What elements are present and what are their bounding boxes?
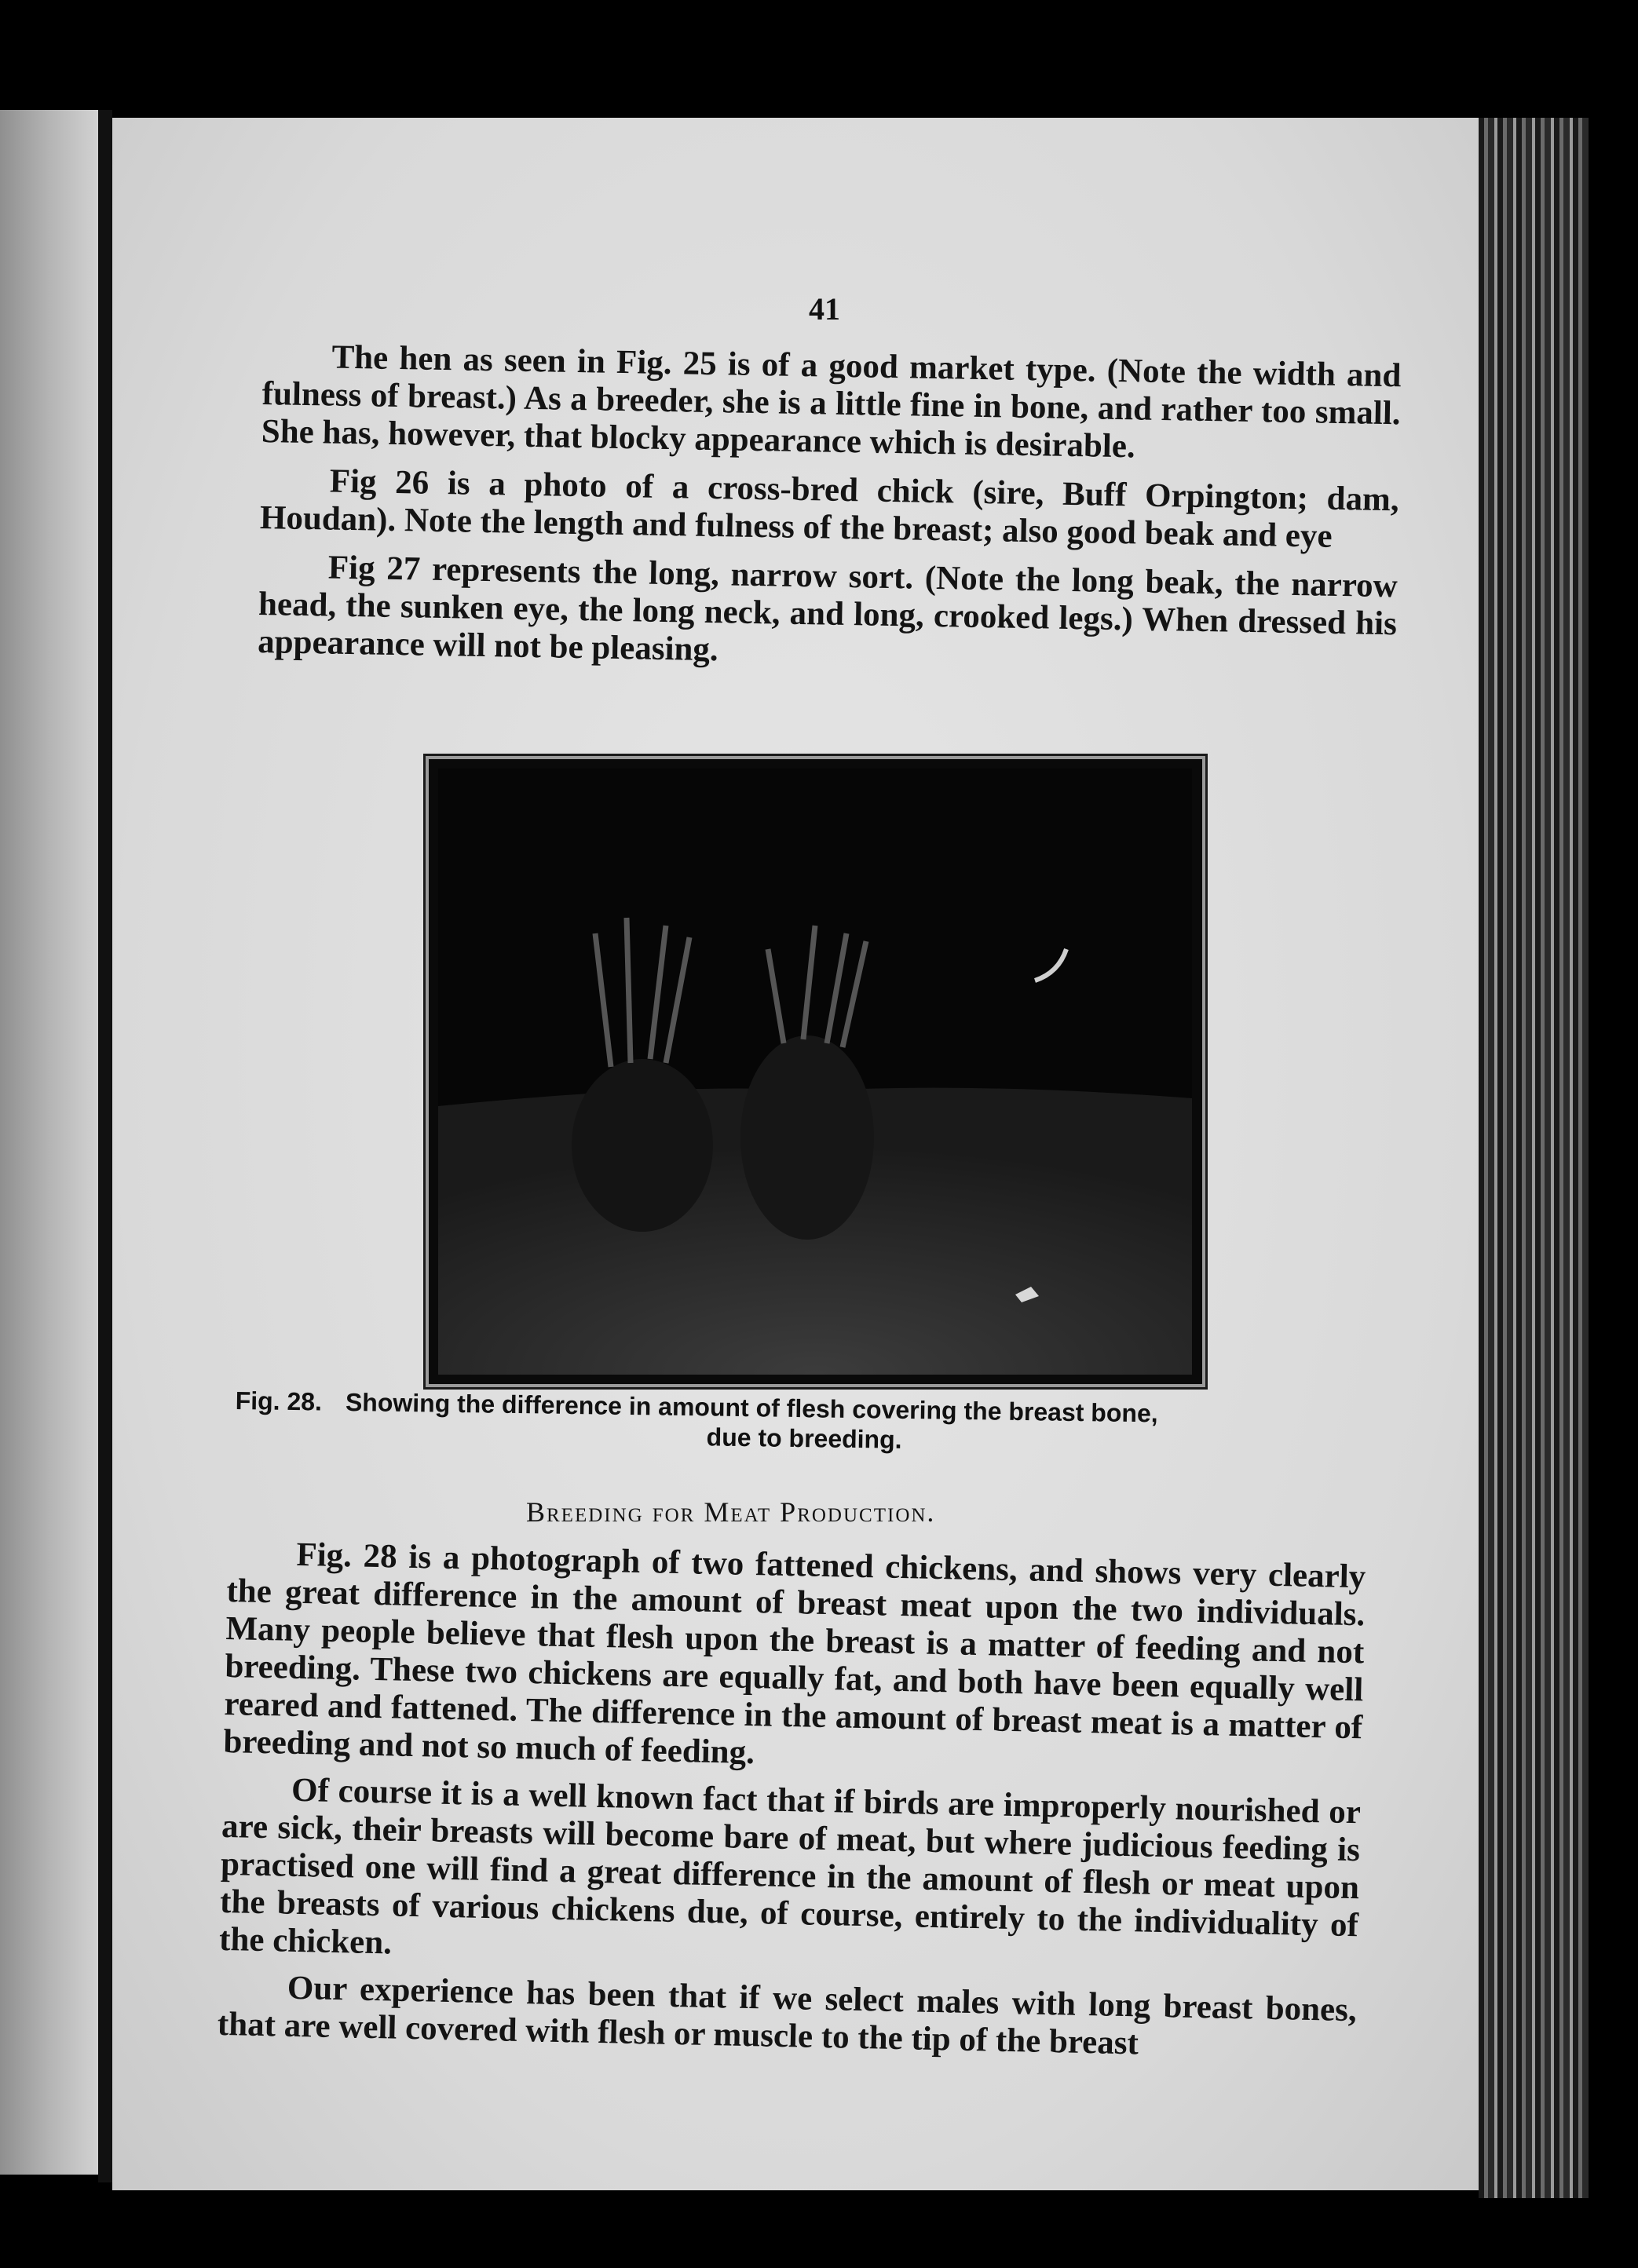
page-edges-stack xyxy=(1479,118,1589,2198)
chicken-right-body xyxy=(740,1035,874,1240)
left-page-margin xyxy=(0,110,98,2175)
paragraph-nourishment: Of course it is a well known fact that if birds are improperly nourished or are sick, their breasts will become bare of meat, but where judicious feeding is practised one will find a great difference in the amount of flesh or meat upon the breasts of various chickens due, of course, entirely to the individuality of the chicken. xyxy=(218,1771,1362,1962)
caption-line-1: Showing the difference in amount of flesh covering the breast bone, xyxy=(345,1387,1158,1428)
paragraph-fig-26: Fig 26 is a photo of a cross-bred chick (sire, Buff Orpington; dam, Houdan). Note the length and fulness of the breast; also good beak and eye xyxy=(259,462,1400,555)
page-number: 41 xyxy=(809,291,840,327)
body-text xyxy=(217,1535,1366,2076)
paragraph-fig-25: The hen as seen in Fig. 25 is of a good market type. (Note the width and fulness of breast.) As a breeder, she is a little fine in bone, and rather too small. She has, however, that blocky appearance which is desirable. xyxy=(261,338,1402,466)
paragraph-fig-28: Fig. 28 is a photograph of two fattened chickens, and shows very clearly the great difference in the amount of breast meat upon the two individuals. Many people believe that flesh upon the breast is a matter of feeding and not breeding. These two chickens are equally fat, and both have been equally well reared and fattened. The difference in the amount of breast meat is a matter of breeding and not so much of feeding. xyxy=(222,1536,1366,1772)
paragraph-experience: Our experience has been that if we select males with long breast bones, that are well covered with flesh or muscle to the tip of the breast xyxy=(217,1969,1358,2062)
photo-illustration xyxy=(438,769,1192,1375)
paragraph-fig-27: Fig 27 represents the long, narrow sort. (Note the long beak, the narrow head, the sunken eye, the long neck, and long, crooked legs.) When dressed his appearance will not be pleasing. xyxy=(257,549,1399,669)
book-gutter xyxy=(98,110,112,2182)
figure-28-photo xyxy=(426,756,1205,1387)
intro-text xyxy=(258,338,1402,692)
chickens-photograph xyxy=(438,769,1192,1375)
figure-number-label: Fig. 28. xyxy=(235,1386,323,1416)
section-heading: Breeding for Meat Production. xyxy=(526,1496,936,1528)
chicken-left-body xyxy=(572,1059,713,1232)
caption-line-2: due to breeding. xyxy=(706,1423,902,1454)
